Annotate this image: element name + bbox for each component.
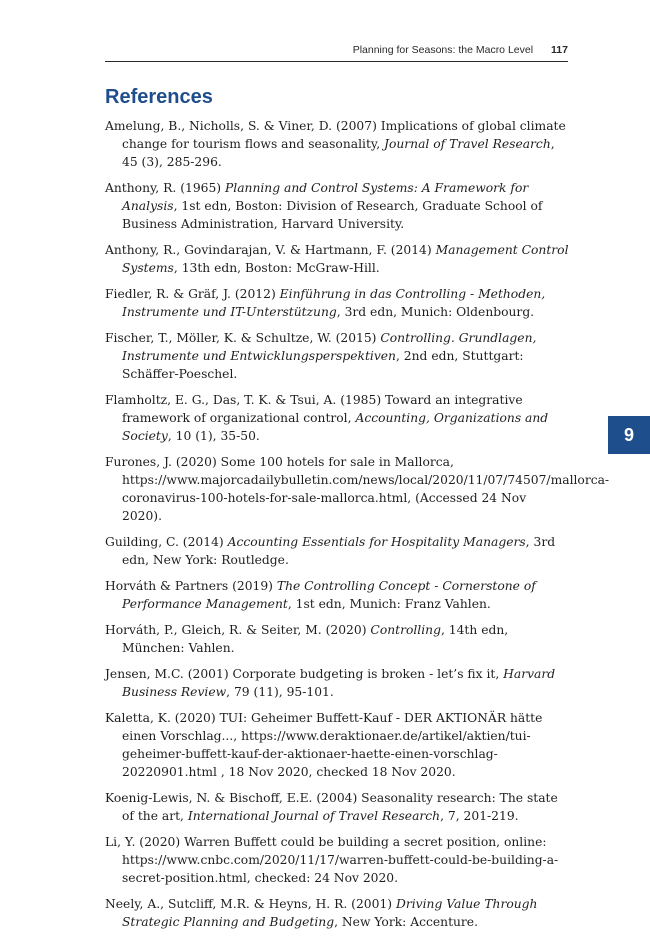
- reference-text: , 79 (11), 95-101.: [226, 685, 334, 699]
- reference-entry: [105, 453, 610, 525]
- reference-text: , 3rd edn, Munich: Oldenbourg.: [336, 305, 535, 319]
- reference-entry: [105, 241, 570, 277]
- reference-source-title: Controlling: [370, 623, 441, 637]
- page-number: 117: [551, 44, 568, 56]
- reference-text: Horváth, P., Gleich, R. & Seiter, M. (2020): [105, 623, 371, 637]
- chapter-tab: 9: [608, 416, 650, 454]
- reference-source-title: Planning and Control Systems: A Framework for Analysis: [122, 181, 529, 213]
- reference-entry: [105, 789, 570, 825]
- reference-text: Anthony, R., Govindarajan, V. & Hartmann, F. (2014): [105, 243, 436, 257]
- reference-source-title: The Controlling Concept - Cornerstone of Performance Management: [122, 579, 536, 611]
- reference-text: Anthony, R. (1965): [105, 181, 225, 195]
- reference-text: , 14th edn, München: Vahlen.: [122, 623, 509, 655]
- reference-entry: [105, 665, 570, 701]
- reference-text: Amelung, B., Nicholls, S. & Viner, D. (2007) Implications of global climate change for tourism flows and seasonality,: [105, 119, 566, 151]
- reference-entry: [105, 533, 570, 569]
- reference-source-title: Driving Value Through Strategic Planning and Budgeting: [122, 897, 538, 929]
- reference-text: Fischer, T., Möller, K. & Schultze, W. (2015): [105, 331, 381, 345]
- reference-text: , 10 (1), 35-50.: [167, 429, 260, 443]
- reference-source-title: Accounting Essentials for Hospitality Managers: [227, 535, 526, 549]
- reference-text: , New York: Accenture.: [334, 915, 478, 929]
- reference-text: Neely, A., Sutcliff, M.R. & Heyns, H. R. (2001): [105, 897, 396, 911]
- reference-entry: [105, 621, 570, 657]
- reference-entry: [105, 391, 570, 445]
- reference-text: Kaletta, K. (2020) TUI: Geheimer Buffett-Kauf - DER AKTIONÄR hätte einen Vorschlag..., https://www.deraktionaer.de/artikel/aktien/tui-geheimer-buffett-kauf-der-aktionaer-haette-einen-vorschlag-20220901.html , 18 Nov 2020, checked 18 Nov 2020.: [105, 711, 543, 779]
- reference-text: , 3rd edn, New York: Routledge.: [122, 535, 556, 567]
- reference-source-title: International Journal of Travel Research: [187, 809, 441, 823]
- reference-entry: [105, 179, 570, 233]
- reference-entry: [105, 117, 570, 171]
- section-title: References: [105, 86, 213, 108]
- reference-text: Koenig-Lewis, N. & Bischoff, E.E. (2004) Seasonality research: The state of the art,: [105, 791, 558, 823]
- running-header: [105, 38, 568, 62]
- reference-entry: [105, 833, 570, 887]
- reference-list: [105, 117, 610, 939]
- reference-source-title: Controlling. Grundlagen, Instrumente und Entwicklungsperspektiven: [122, 331, 537, 363]
- reference-text: , 2nd edn, Stuttgart: Schäffer-Poeschel.: [122, 349, 524, 381]
- reference-source-title: Harvard Business Review: [122, 667, 556, 699]
- reference-entry: [105, 577, 570, 613]
- reference-text: Furones, J. (2020) Some 100 hotels for sale in Mallorca, https://www.majorcadailybulletin.com/news/local/2020/11/07/74507/mallorca-coronavirus-100-hotels-for-sale-mallorca.html, (Accessed 24 Nov 2020).: [105, 455, 610, 523]
- reference-text: Horváth & Partners (2019): [105, 579, 277, 593]
- reference-entry: [105, 895, 570, 931]
- reference-source-title: Journal of Travel Research: [384, 137, 551, 151]
- reference-text: Jensen, M.C. (2001) Corporate budgeting is broken - let’s fix it,: [105, 667, 504, 681]
- reference-text: , 13th edn, Boston: McGraw-Hill.: [173, 261, 380, 275]
- reference-text: , 7, 201-219.: [440, 809, 519, 823]
- reference-text: Guilding, C. (2014): [105, 535, 228, 549]
- reference-text: , 1st edn, Munich: Franz Vahlen.: [287, 597, 491, 611]
- reference-entry: [105, 285, 570, 321]
- reference-entry: [105, 329, 570, 383]
- reference-text: , 45 (3), 285-296.: [122, 137, 555, 169]
- reference-entry: [105, 709, 570, 781]
- reference-source-title: Einführung in das Controlling - Methoden, Instrumente und IT-Unterstützung: [122, 287, 546, 319]
- reference-text: Li, Y. (2020) Warren Buffett could be building a secret position, online: https://www.cnbc.com/2020/11/17/warren-buffett-could-be-building-a-secret-position.html, checked: 24 Nov 2020.: [105, 835, 559, 885]
- running-title: Planning for Seasons: the Macro Level: [352, 44, 534, 56]
- reference-text: Flamholtz, E. G., Das, T. K. & Tsui, A. (1985) Toward an integrative framework of organizational control,: [105, 393, 523, 425]
- reference-text: , 1st edn, Boston: Division of Research, Graduate School of Business Administration, Harvard University.: [122, 199, 543, 231]
- reference-source-title: Accounting, Organizations and Society: [122, 411, 549, 443]
- reference-text: Fiedler, R. & Gräf, J. (2012): [105, 287, 280, 301]
- reference-source-title: Management Control Systems: [122, 243, 569, 275]
